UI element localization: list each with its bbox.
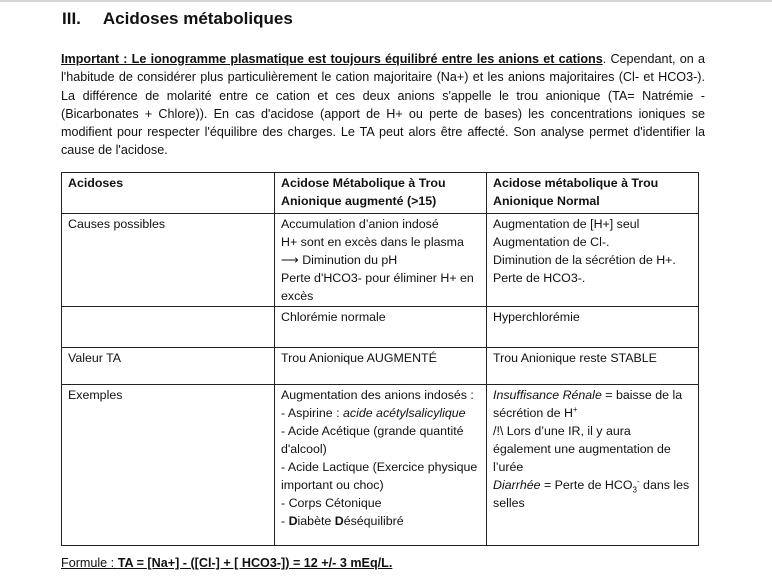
table-header-row (62, 173, 699, 214)
valeur-ta-label: Valeur TA (62, 348, 275, 385)
header-ta-augmente: Acidose Métabolique à Trou Anionique augmenté (>15) (275, 173, 487, 214)
causes-normal-line: Augmentation de Cl-. (493, 235, 610, 249)
important-note: Important : Le ionogramme plasmatique est toujours équilibré entre les anions et cations (61, 52, 603, 66)
exemple-ir-note: /!\ Lors d’une IR, il y aura également une augmentation de l’urée (493, 424, 671, 474)
diarrhee-sub: 3 (632, 485, 637, 495)
diarrhee-label: Diarrhée (493, 478, 541, 492)
causes-normal (487, 214, 699, 307)
exemple-corps-cetonique: - Corps Cétonique (281, 496, 382, 510)
section-title: Acidoses métaboliques (102, 9, 293, 28)
chloremie-normal: Hyperchlorémie (487, 307, 699, 348)
chloremie-label (62, 307, 275, 348)
valeur-ta-augmente: Trou Anionique AUGMENTÉ (275, 348, 487, 385)
exemple-lactique: - Acide Lactique (Exercice physique important ou choc) (281, 460, 478, 492)
intro-paragraph (61, 50, 705, 160)
exemple-diarrhee (493, 476, 692, 512)
exemples-intro: Augmentation des anions indosés : (281, 388, 474, 402)
table-row-exemples (62, 385, 699, 546)
exemple-aspirine (281, 404, 480, 422)
causes-normal-line: Perte de HCO3-. (493, 271, 586, 285)
ir-sup: + (572, 404, 578, 414)
valeur-ta-normal: Trou Anionique reste STABLE (487, 348, 699, 385)
exemple-ir (493, 386, 692, 422)
causes-normal-line: Diminution de la sécrétion de H+. (493, 253, 676, 267)
acidoses-table (61, 172, 699, 546)
table-row-chloremie (62, 307, 699, 348)
formule-line (61, 556, 392, 570)
causes-augmente-line: Perte d'HCO3- pour éliminer H+ en excès (281, 271, 474, 303)
formule-label: Formule : (61, 556, 118, 570)
formule-expression: TA = [Na+] - ([Cl-] + [ HCO3-]) = 12 +/- 3 mEq/L. (117, 556, 393, 570)
causes-normal-line: Augmentation de [H+] seul (493, 217, 640, 231)
diarrhee-text: = Perte de HCO (540, 478, 633, 492)
header-acidoses: Acidoses (62, 173, 275, 214)
table-row-valeur-ta (62, 348, 699, 385)
diabete-end: éséquilibré (343, 514, 404, 528)
diarrhee-end: dans les selles (493, 478, 690, 510)
header-ta-normal: Acidose métabolique à Trou Anionique Normal (487, 173, 699, 214)
aspirine-prefix: - Aspirine : (281, 406, 343, 420)
ir-text: = baisse de la sécrétion de H (493, 388, 683, 420)
causes-augmente-line: Accumulation d’anion indosé (281, 217, 439, 231)
exemples-label: Exemples (62, 385, 275, 546)
intro-text: . Cependant, on a l'habitude de considérer plus particulièrement le cation majoritaire (Na+) et les anions majoritaires (Cl- et HCO3-). La différence de molarité entre ce cation et ces deux anions s'appelle le trou anionique (TA= Natrémie - (Bicarbonates + Chlore)). En cas d'acidose (apport de H+ ou perte de bases) les concentrations ioniques se modifient pour respecter l'équilibre des charges. Le TA peut alors être affecté. Son analyse permet d'identifier la cause de l'acidose. (61, 52, 705, 158)
causes-augmente-line: H+ sont en excès dans le plasma (281, 235, 464, 249)
diabete-prefix: - (281, 514, 289, 528)
exemples-normal (487, 385, 699, 546)
diabete-mid: iabète (297, 514, 335, 528)
causes-augmente-line: ⟶ Diminution du pH (281, 253, 398, 267)
causes-augmente (275, 214, 487, 307)
ir-label: Insuffisance Rénale (493, 388, 602, 402)
diarrhee-sup: - (636, 476, 640, 486)
causes-label: Causes possibles (62, 214, 275, 307)
section-heading (62, 9, 293, 29)
exemples-augmente (275, 385, 487, 546)
diabete-d1: D (288, 514, 298, 528)
page-top-edge (0, 0, 772, 2)
exemple-diabete (281, 512, 480, 530)
aspirine-name: acide acétylsalicylique (342, 406, 466, 420)
section-number: III. (62, 9, 81, 28)
chloremie-augmente: Chlorémie normale (275, 307, 487, 348)
table-row-causes (62, 214, 699, 307)
exemple-acetique: - Acide Acétique (grande quantité d'alcool) (281, 424, 464, 456)
diabete-d2: D (334, 514, 344, 528)
